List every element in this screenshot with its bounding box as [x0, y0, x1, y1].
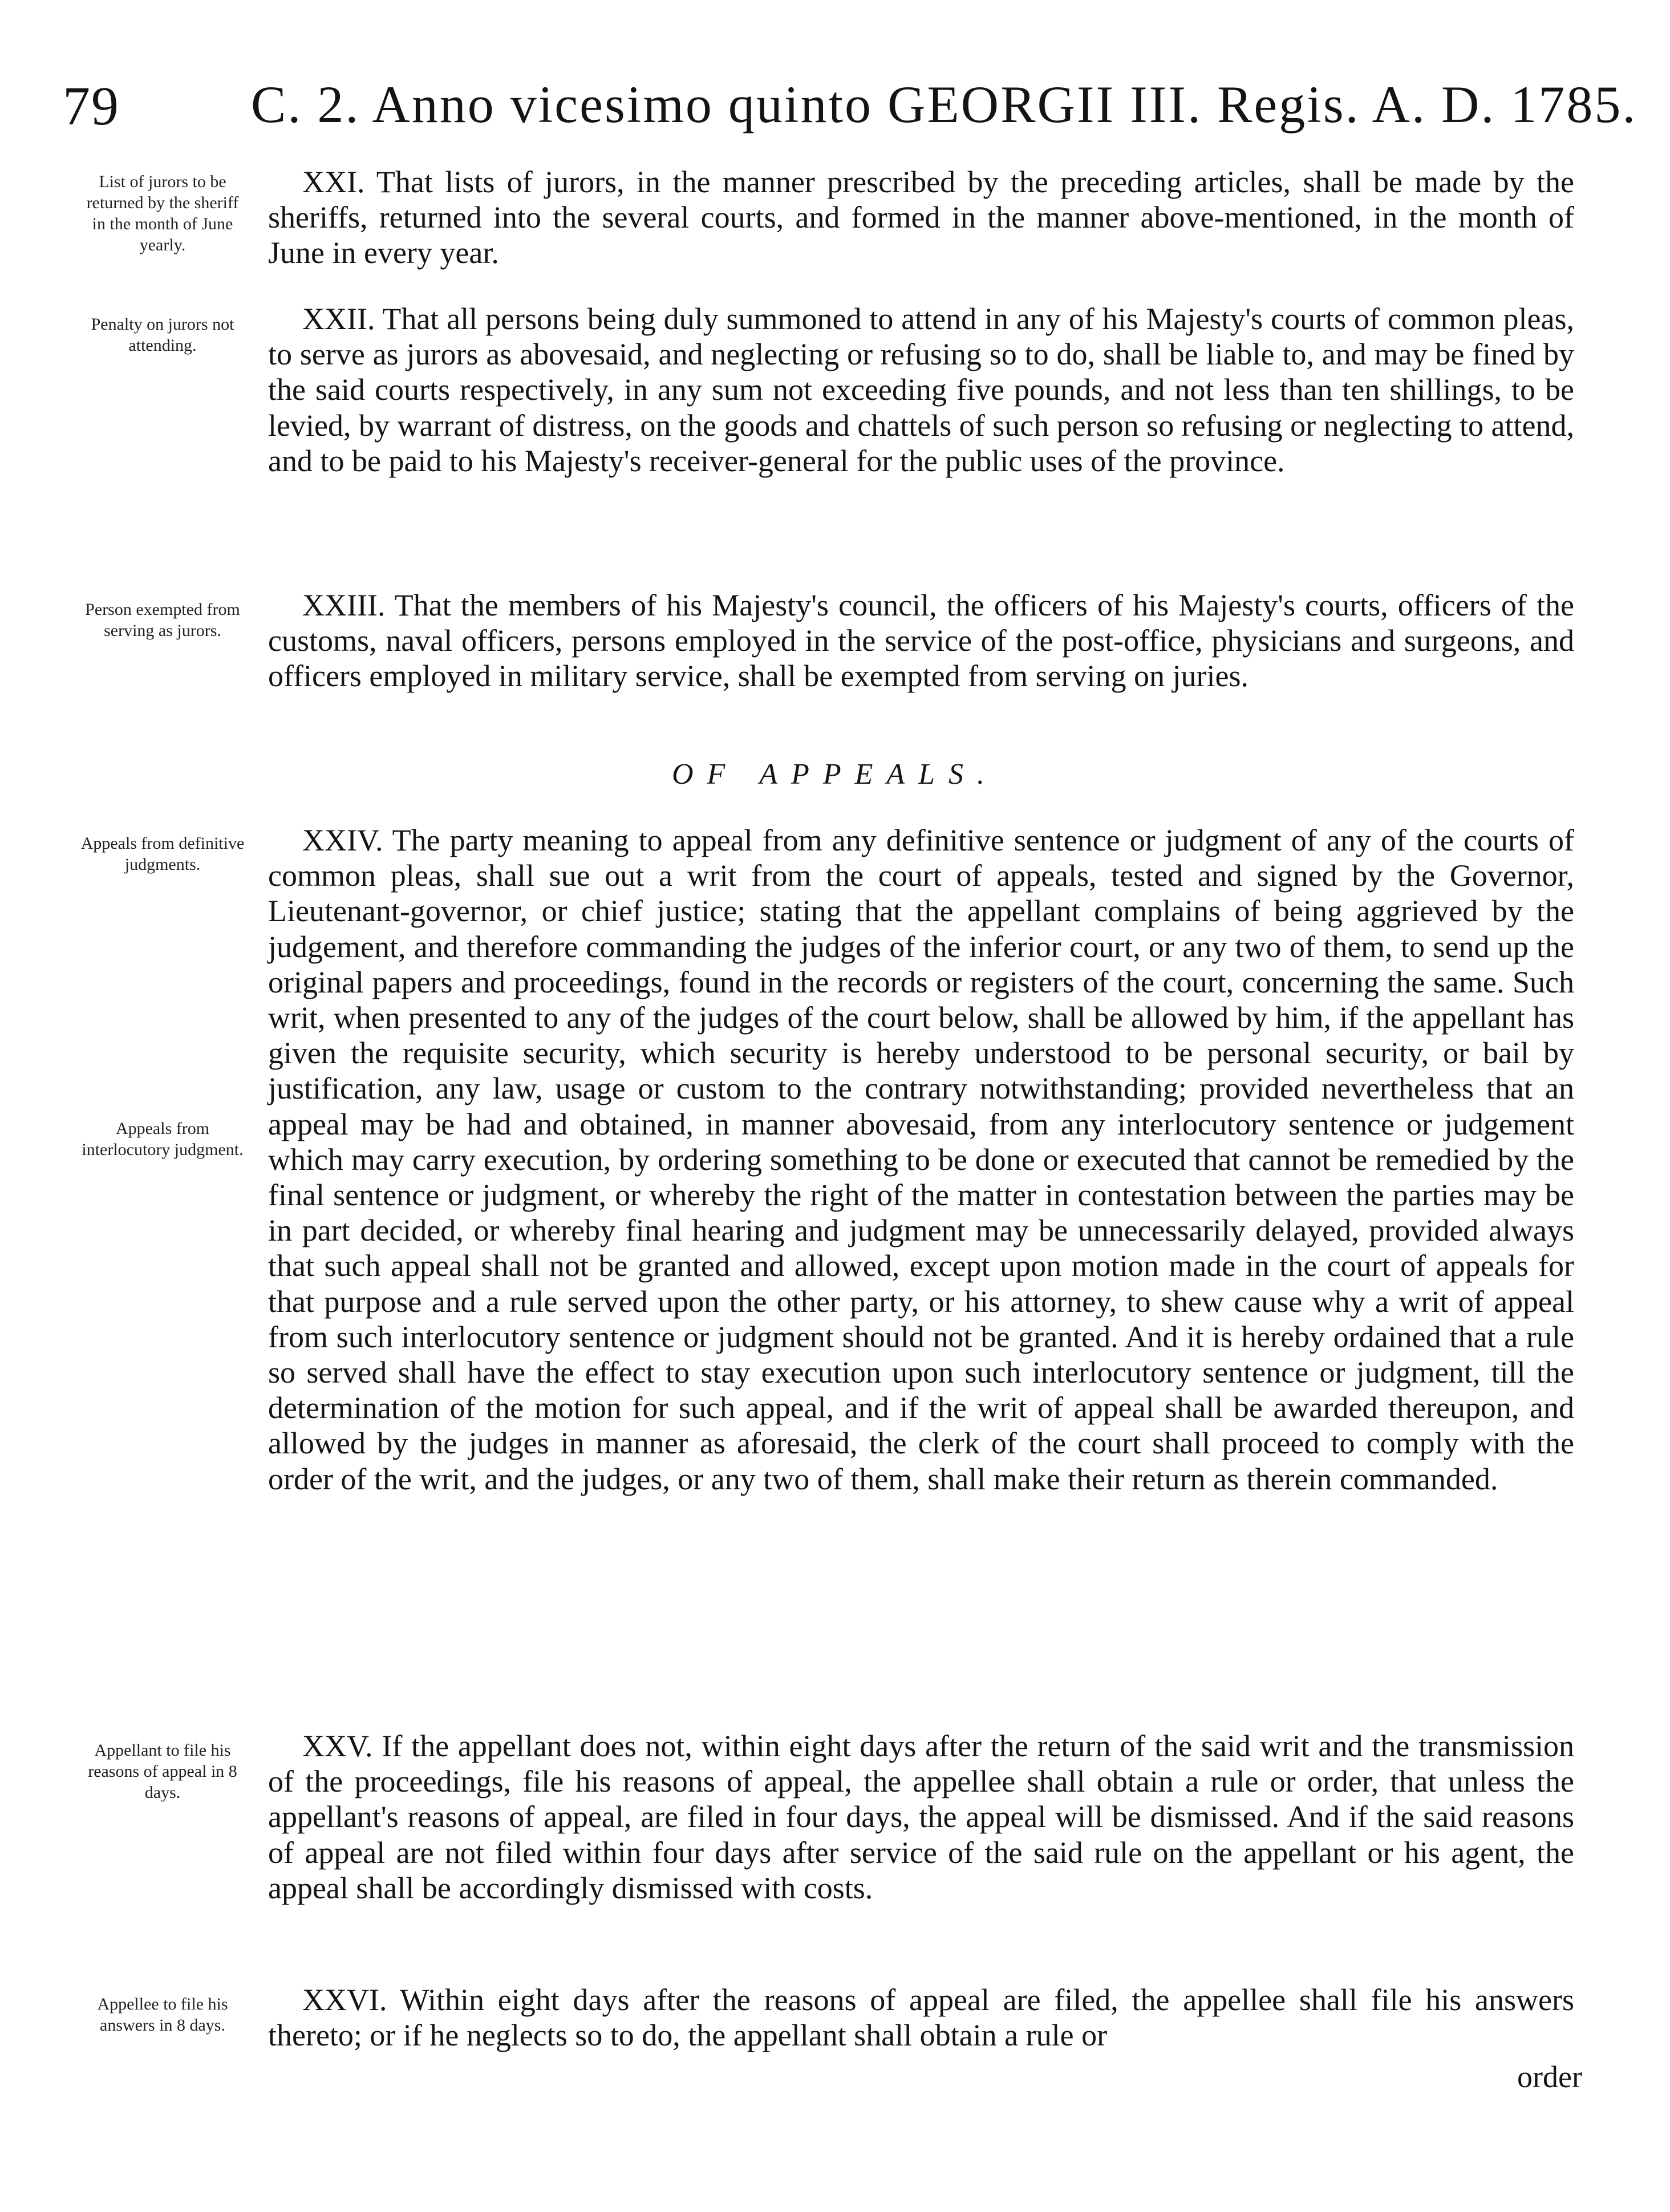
page-number: 79: [63, 75, 120, 136]
catchword: order: [1517, 2060, 1582, 2094]
margin-note-xxiii: Person exempted from serving as jurors.: [85, 600, 240, 640]
running-title: C. 2. Anno vicesimo quinto GEORGII III. Regis. A. D. 1785.: [251, 75, 1637, 133]
section-heading-appeals: OF APPEALS.: [671, 758, 999, 791]
article-xxvi: XXVI. Within eight days after the reasons of appeal are filed, the appellee shall file his answers thereto; or if he neglects so to do, the appellant shall obtain a rule or: [268, 1983, 1574, 2053]
margin-note-xxvi: Appellee to file his answers in 8 days.: [97, 1995, 228, 2035]
article-xxi: XXI. That lists of jurors, in the manner prescribed by the preceding articles, shall be made by the sheriffs, returned into the several courts, and formed in the manner above-mentioned, in the month of June in every year.: [268, 165, 1574, 270]
margin-note-xxiv-interlocutory: Appeals from interlocutory judgment.: [82, 1119, 244, 1159]
article-xxiii: XXIII. That the members of his Majesty's council, the officers of his Majesty's courts, officers of the customs, naval officers, persons employed in the service of the post-office, physicians and surgeons, and officers employed in military service, shall be exempted from serving on juries.: [268, 588, 1574, 694]
page-header: [0, 68, 1670, 148]
margin-note-xxi: List of jurors to be returned by the sheriff in the month of June yearly.: [86, 172, 239, 254]
article-xxv: XXV. If the appellant does not, within eight days after the return of the said writ and the transmission of the proceedings, file his reasons of appeal, the appellee shall obtain a rule or order, that unless the appellant's reasons of appeal, are filed in four days, the appeal will be dismissed. And if the said reasons of appeal are not filed within four days after service of the said rule on the appellant or his agent, the appeal shall be accordingly dismissed with costs.: [268, 1729, 1574, 1905]
article-xxii: XXII. That all persons being duly summoned to attend in any of his Majesty's courts of common pleas, to serve as jurors as abovesaid, and neglecting or refusing so to do, shall be liable to, and may be fined by the said courts respectively, in any sum not exceeding five pounds, and not less than ten shillings, to be levied, by warrant of distress, on the goods and chattels of such person so refusing or neglecting to attend, and to be paid to his Majesty's receiver-general for the public uses of the province.: [268, 302, 1574, 478]
margin-note-xxv: Appellant to file his reasons of appeal in 8 days.: [88, 1741, 237, 1802]
margin-note-xxii: Penalty on jurors not attending.: [91, 315, 234, 355]
margin-note-xxiv: Appeals from definitive judgments.: [80, 834, 245, 874]
article-xxiv: XXIV. The party meaning to appeal from any definitive sentence or judgment of any of the courts of common pleas, shall sue out a writ from the court of appeals, tested and signed by the Governor, Lieutenant-governor, or chief justice; stating that the appellant complains of being aggrieved by the judgement, and therefore commanding the judges of the inferior court, or any two of them, to send up the original papers and proceedings, found in the records or registers of the court, concerning the same. Such writ, when presented to any of the judges of the court below, shall be allowed by him, if the appellant has given the requisite security, which security is hereby understood to be personal security, or bail by justification, any law, usage or custom to the contrary notwithstanding; provided nevertheless that an appeal may be had and obtained, in manner abovesaid, from any interlocutory sentence or judgement which may carry execution, by ordering something to be done or executed that cannot be remedied by the final sentence or judgment, or whereby the right of the matter in contestation between the parties may be in part decided, or whereby final hearing and judgment may be unnecessarily delayed, provided always that such appeal shall not be granted and allowed, except upon motion made in the court of appeals for that purpose and a rule served upon the other party, or his attorney, to shew cause why a writ of appeal from such interlocutory sentence or judgment should not be granted. And it is hereby ordained that a rule so served shall have the effect to stay execution upon such interlocutory sentence or judgment, till the determination of the motion for such appeal, and if the writ of appeal shall be awarded thereupon, and allowed by the judges in manner as aforesaid, the clerk of the court shall proceed to comply with the order of the writ, and the judges, or any two of them, shall make their return as therein commanded.: [268, 823, 1574, 1496]
